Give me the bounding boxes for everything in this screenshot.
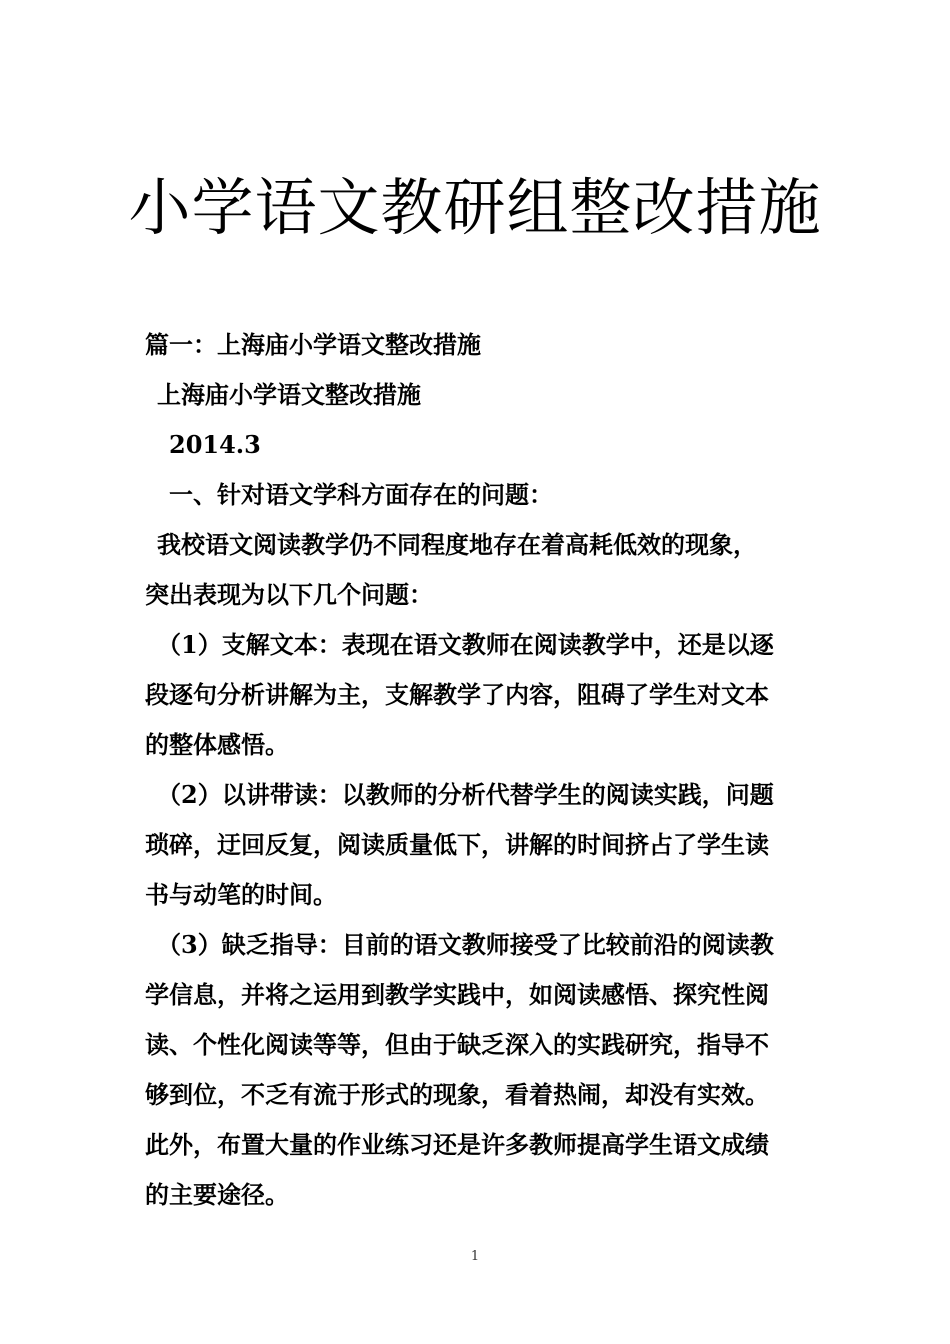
date-line: 2014.3 xyxy=(169,430,261,459)
body-line: 突出表现为以下几个问题： xyxy=(145,580,433,609)
body-line: （2）以讲带读：以教师的分析代替学生的阅读实践，问题 xyxy=(157,780,774,809)
body-line: 的主要途径。 xyxy=(145,1180,289,1209)
body-line: 段逐句分析讲解为主，支解教学了内容，阻碍了学生对文本 xyxy=(145,680,769,709)
subtitle-line: 上海庙小学语文整改措施 xyxy=(157,380,421,409)
document-title: 小学语文教研组整改措施 xyxy=(128,171,822,244)
body-line: 琐碎，迂回反复，阅读质量低下，讲解的时间挤占了学生读 xyxy=(145,830,769,859)
body-line: （1）支解文本：表现在语文教师在阅读教学中，还是以逐 xyxy=(157,630,774,659)
section-problem-heading: 一、针对语文学科方面存在的问题： xyxy=(169,480,553,509)
page-number: 1 xyxy=(470,1249,480,1264)
body-line: 够到位，不乏有流于形式的现象，看着热闹，却没有实效。 xyxy=(145,1080,769,1109)
body-line: 此外，布置大量的作业练习还是许多教师提高学生语文成绩 xyxy=(145,1130,769,1159)
body-line: 学信息，并将之运用到教学实践中，如阅读感悟、探究性阅 xyxy=(145,980,769,1009)
body-line: 读、个性化阅读等等，但由于缺乏深入的实践研究，指导不 xyxy=(145,1030,769,1059)
document-body xyxy=(145,320,810,1220)
body-line: 书与动笔的时间。 xyxy=(145,880,337,909)
body-line: 的整体感悟。 xyxy=(145,730,289,759)
section-heading: 篇一：上海庙小学语文整改措施 xyxy=(145,330,481,359)
body-line: （3）缺乏指导：目前的语文教师接受了比较前沿的阅读教 xyxy=(157,930,774,959)
body-line: 我校语文阅读教学仍不同程度地存在着高耗低效的现象， xyxy=(157,530,757,559)
